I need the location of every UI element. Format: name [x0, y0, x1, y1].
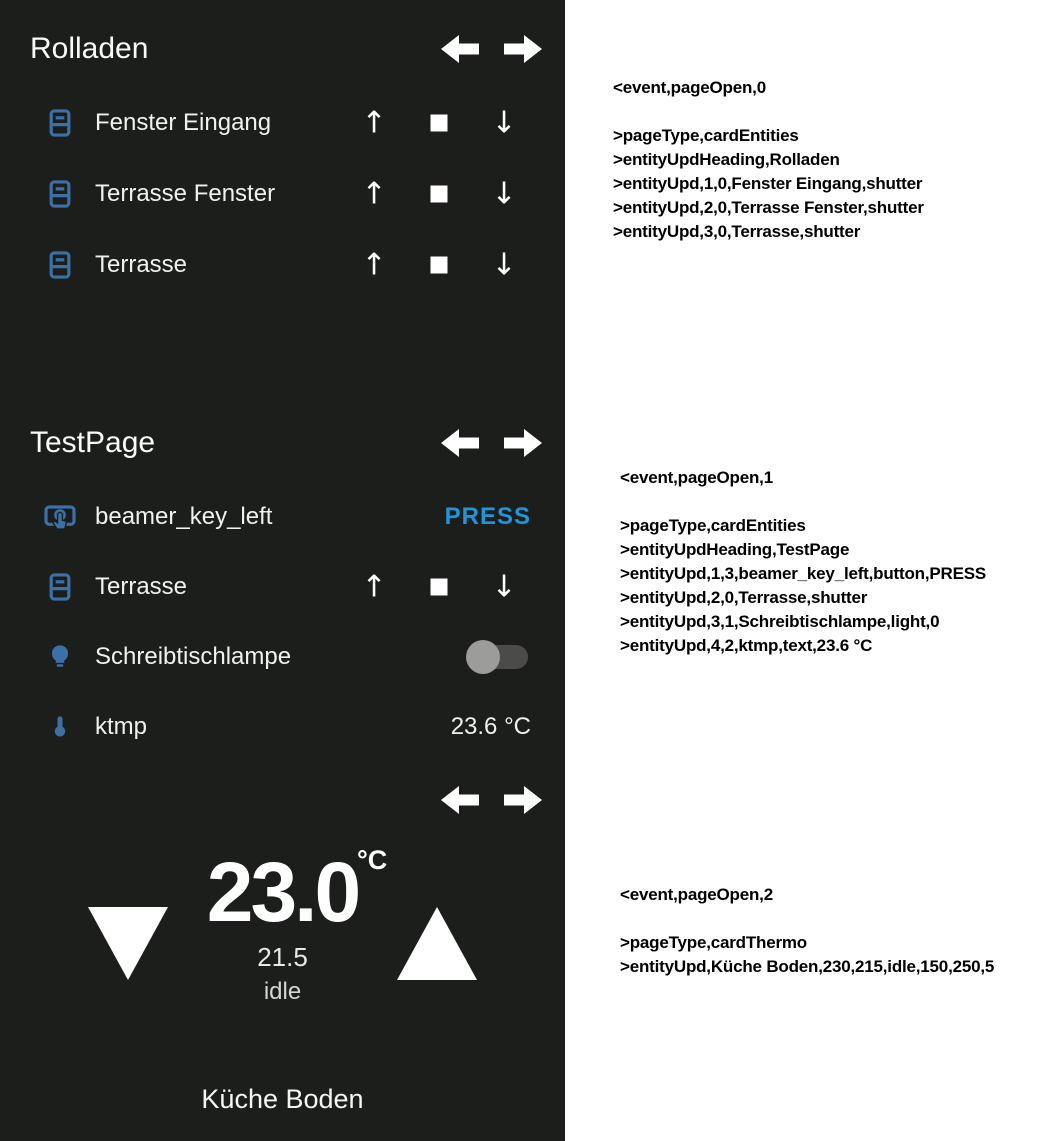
temperature-value: 23.6 °C — [450, 712, 531, 740]
entity-row-terrasse-fenster — [0, 158, 565, 229]
entity-row-terrasse — [0, 229, 565, 300]
current-temperature: 23.0 — [206, 845, 359, 939]
hvac-state: idle — [263, 978, 302, 1005]
protocol-line: >entityUpd,2,0,Terrasse,shutter — [620, 588, 868, 607]
shutter-down-button[interactable]: ↓ — [491, 176, 517, 211]
entity-label: Schreibtischlampe — [95, 642, 292, 670]
card-testpage-title: TestPage — [30, 426, 156, 459]
shutter-stop-button[interactable] — [431, 185, 448, 202]
lightbulb-icon — [42, 639, 78, 675]
temperature-unit: °C — [357, 845, 388, 875]
entity-label: ktmp — [95, 712, 148, 740]
shutter-down-button[interactable]: ↓ — [491, 569, 517, 604]
shutter-up-button[interactable]: ↑ — [361, 569, 387, 604]
protocol-line: >entityUpdHeading,Rolladen — [613, 150, 840, 169]
shutter-down-button[interactable]: ↓ — [491, 105, 517, 140]
nav-prev-icon[interactable] — [441, 427, 479, 459]
shutter-up-button[interactable]: ↑ — [361, 105, 387, 140]
protocol-line: <event,pageOpen,2 — [620, 885, 773, 904]
protocol-line: >pageType,cardEntities — [620, 516, 806, 535]
stop-square-icon — [431, 256, 448, 273]
window-shutter-icon — [42, 105, 78, 141]
nav-next-icon[interactable] — [504, 33, 542, 65]
press-button[interactable]: PRESS — [444, 502, 531, 530]
window-shutter-icon — [42, 176, 78, 212]
entity-row-fenster-eingang — [0, 87, 565, 158]
protocol-line: >entityUpdHeading,TestPage — [620, 540, 850, 559]
entity-row-ktmp — [0, 691, 565, 762]
entity-row-schreibtischlampe — [0, 621, 565, 692]
temp-increase-button[interactable] — [397, 907, 477, 980]
stop-square-icon — [431, 185, 448, 202]
protocol-line: >entityUpd,3,0,Terrasse,shutter — [613, 222, 861, 241]
protocol-block-pageopen-1 — [620, 466, 986, 658]
temp-decrease-button[interactable] — [88, 907, 168, 980]
protocol-line — [620, 490, 986, 514]
nav-next-icon[interactable] — [504, 784, 542, 816]
toggle-knob — [466, 640, 500, 674]
protocol-line: >entityUpd,1,0,Fenster Eingang,shutter — [613, 174, 923, 193]
shutter-stop-button[interactable] — [431, 114, 448, 131]
shutter-stop-button[interactable] — [431, 256, 448, 273]
shutter-up-button[interactable]: ↑ — [361, 247, 387, 282]
stop-square-icon — [431, 578, 448, 595]
entity-label: Terrasse — [95, 250, 188, 278]
protocol-line: >entityUpd,3,1,Schreibtischlampe,light,0 — [620, 612, 940, 631]
protocol-line: >entityUpd,Küche Boden,230,215,idle,150,250,5 — [620, 957, 995, 976]
protocol-line: >entityUpd,2,0,Terrasse Fenster,shutter — [613, 198, 924, 217]
shutter-up-button[interactable]: ↑ — [361, 176, 387, 211]
protocol-line — [620, 907, 994, 931]
protocol-block-pageopen-0 — [613, 76, 924, 244]
shutter-stop-button[interactable] — [431, 578, 448, 595]
thermostat-name: Küche Boden — [201, 1084, 364, 1114]
protocol-block-pageopen-2 — [620, 883, 994, 979]
card-rolladen-title: Rolladen — [30, 32, 149, 65]
nav-next-icon[interactable] — [504, 427, 542, 459]
nav-prev-icon[interactable] — [441, 33, 479, 65]
nav-prev-icon[interactable] — [441, 784, 479, 816]
entity-label: Terrasse — [95, 572, 188, 600]
protocol-line: >entityUpd,4,2,ktmp,text,23.6 °C — [620, 636, 873, 655]
entity-label: Terrasse Fenster — [95, 179, 276, 207]
shutter-down-button[interactable]: ↓ — [491, 247, 517, 282]
entity-label: Fenster Eingang — [95, 108, 272, 136]
protocol-line: <event,pageOpen,1 — [620, 468, 773, 487]
light-toggle[interactable] — [466, 639, 528, 675]
protocol-line: >pageType,cardThermo — [620, 933, 807, 952]
entity-row-beamer-key-left — [0, 481, 565, 552]
window-shutter-icon — [42, 569, 78, 605]
entity-label: beamer_key_left — [95, 502, 273, 530]
entity-row-terrasse-2 — [0, 551, 565, 622]
gesture-tap-button-icon — [42, 499, 78, 535]
protocol-line: <event,pageOpen,0 — [613, 78, 766, 97]
stop-square-icon — [431, 114, 448, 131]
thermometer-icon — [42, 709, 78, 745]
protocol-line: >entityUpd,1,3,beamer_key_left,button,PRESS — [620, 564, 986, 583]
protocol-line — [613, 100, 924, 124]
window-shutter-icon — [42, 247, 78, 283]
target-temperature: 21.5 — [257, 942, 308, 972]
protocol-line: >pageType,cardEntities — [613, 126, 799, 145]
